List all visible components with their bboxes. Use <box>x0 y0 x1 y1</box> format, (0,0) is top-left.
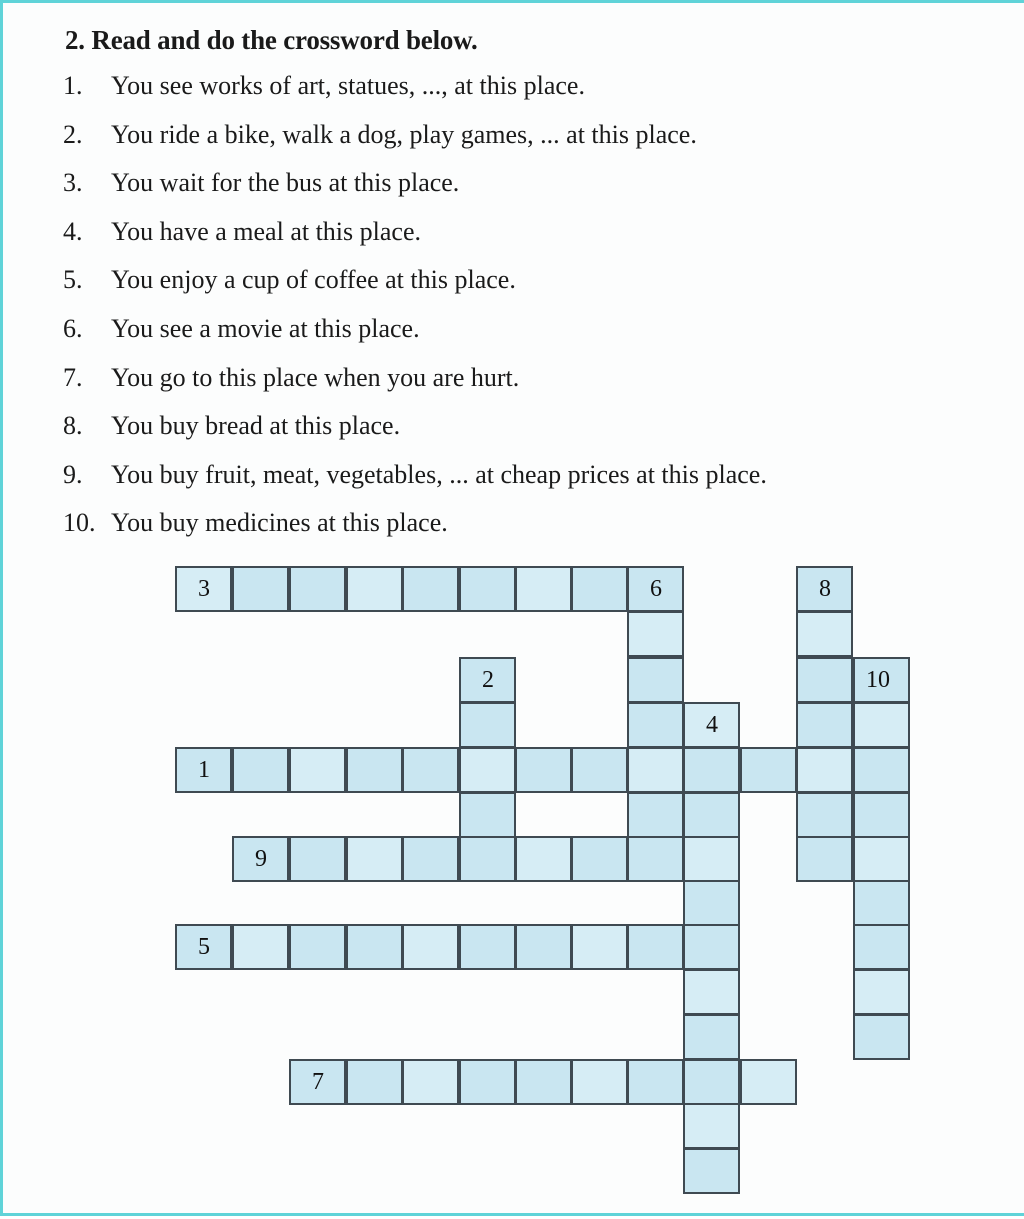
crossword-cell[interactable] <box>853 969 910 1015</box>
crossword-cell[interactable] <box>683 702 740 748</box>
crossword-cell[interactable] <box>627 792 684 838</box>
crossword-cell[interactable] <box>683 880 740 926</box>
crossword-cell[interactable] <box>796 702 853 748</box>
clue-text: You buy bread at this place. <box>111 411 401 441</box>
clue-number: 1. <box>63 71 83 100</box>
crossword-clue-number: 1 <box>198 757 210 783</box>
crossword-cell[interactable] <box>627 924 684 970</box>
crossword-cell[interactable] <box>346 924 403 970</box>
crossword-cell[interactable] <box>175 566 232 612</box>
crossword-cell[interactable] <box>571 566 628 612</box>
crossword-cell[interactable] <box>459 702 516 748</box>
crossword-cell[interactable] <box>515 924 572 970</box>
crossword-cell[interactable] <box>289 1059 346 1105</box>
crossword-cell[interactable] <box>232 924 289 970</box>
crossword-cell[interactable] <box>683 792 740 838</box>
crossword-cell[interactable] <box>175 924 232 970</box>
crossword-cell[interactable] <box>459 924 516 970</box>
crossword-cell[interactable] <box>683 969 740 1015</box>
crossword-cell[interactable] <box>515 747 572 793</box>
crossword-cell[interactable] <box>289 566 346 612</box>
crossword-cell[interactable] <box>346 747 403 793</box>
crossword-cell[interactable] <box>459 836 516 882</box>
crossword-clue-number: 7 <box>312 1069 324 1095</box>
crossword-cell[interactable] <box>571 836 628 882</box>
crossword-cell[interactable] <box>459 792 516 838</box>
crossword-cell[interactable] <box>740 747 797 793</box>
crossword-cell[interactable] <box>683 836 740 882</box>
clue-text: You enjoy a cup of coffee at this place. <box>111 265 516 295</box>
crossword-cell[interactable] <box>853 702 910 748</box>
crossword-grid <box>3 3 1024 1219</box>
crossword-clue-number: 10 <box>866 667 890 693</box>
crossword-cell[interactable] <box>402 566 459 612</box>
crossword-cell[interactable] <box>346 1059 403 1105</box>
crossword-cell[interactable] <box>853 924 910 970</box>
crossword-clue-number: 4 <box>706 712 718 738</box>
crossword-clue-number: 9 <box>255 846 267 872</box>
clue-number: 10. <box>63 508 96 538</box>
clue-text: You ride a bike, walk a dog, play games, ... at this place. <box>111 119 697 149</box>
clue-text: You buy medicines at this place. <box>111 508 448 538</box>
crossword-cell[interactable] <box>289 836 346 882</box>
crossword-cell[interactable] <box>627 566 684 612</box>
crossword-cell[interactable] <box>571 1059 628 1105</box>
crossword-cell[interactable] <box>232 836 289 882</box>
clue-number: 7. <box>63 362 83 392</box>
clue-text: You see works of art, statues, ..., at this place. <box>111 71 585 100</box>
crossword-cell[interactable] <box>627 747 684 793</box>
crossword-clue-number: 3 <box>198 576 210 602</box>
crossword-cell[interactable] <box>459 747 516 793</box>
crossword-cell[interactable] <box>459 566 516 612</box>
crossword-clue-number: 6 <box>650 576 662 602</box>
crossword-cell[interactable] <box>289 747 346 793</box>
crossword-cell[interactable] <box>232 566 289 612</box>
crossword-cell[interactable] <box>796 611 853 657</box>
crossword-clue-number: 5 <box>198 934 210 960</box>
clue-number: 3. <box>63 168 83 198</box>
crossword-cell[interactable] <box>796 836 853 882</box>
crossword-cell[interactable] <box>683 747 740 793</box>
exercise-heading: 2. Read and do the crossword below. <box>65 25 478 55</box>
crossword-cell[interactable] <box>796 792 853 838</box>
crossword-cell[interactable] <box>402 1059 459 1105</box>
crossword-cell[interactable] <box>683 1148 740 1194</box>
crossword-cell[interactable] <box>796 747 853 793</box>
crossword-cell[interactable] <box>796 657 853 703</box>
clue-number: 9. <box>63 459 83 489</box>
crossword-cell[interactable] <box>683 1059 740 1105</box>
crossword-cell[interactable] <box>459 1059 516 1105</box>
crossword-clue-number: 2 <box>482 667 494 693</box>
crossword-cell[interactable] <box>402 836 459 882</box>
crossword-cell[interactable] <box>740 1059 797 1105</box>
crossword-cell[interactable] <box>627 702 684 748</box>
clue-number: 4. <box>63 216 83 246</box>
clue-number: 2. <box>63 119 83 149</box>
crossword-cell[interactable] <box>515 836 572 882</box>
crossword-cell[interactable] <box>571 924 628 970</box>
clue-text: You wait for the bus at this place. <box>111 168 460 198</box>
crossword-cell[interactable] <box>459 657 516 703</box>
crossword-cell[interactable] <box>175 747 232 793</box>
crossword-cell[interactable] <box>515 1059 572 1105</box>
crossword-cell[interactable] <box>346 566 403 612</box>
clue-text: You buy fruit, meat, vegetables, ... at cheap prices at this place. <box>111 459 767 489</box>
clue-text: You have a meal at this place. <box>111 216 421 246</box>
crossword-cell[interactable] <box>289 924 346 970</box>
crossword-cell[interactable] <box>683 1103 740 1149</box>
crossword-cell[interactable] <box>853 747 910 793</box>
crossword-cell[interactable] <box>402 747 459 793</box>
crossword-cell[interactable] <box>571 747 628 793</box>
crossword-cell[interactable] <box>683 924 740 970</box>
crossword-cell[interactable] <box>853 657 910 703</box>
crossword-cell[interactable] <box>853 836 910 882</box>
clue-number: 8. <box>63 411 83 441</box>
clue-text: You see a movie at this place. <box>111 313 420 343</box>
clue-number: 6. <box>63 313 83 343</box>
crossword-cell[interactable] <box>627 1059 684 1105</box>
clue-number: 5. <box>63 265 83 295</box>
crossword-cell[interactable] <box>796 566 853 612</box>
crossword-cell[interactable] <box>515 566 572 612</box>
crossword-cell[interactable] <box>627 611 684 657</box>
crossword-cell[interactable] <box>627 836 684 882</box>
crossword-clue-number: 8 <box>819 576 831 602</box>
crossword-cell[interactable] <box>346 836 403 882</box>
crossword-cell[interactable] <box>402 924 459 970</box>
clue-text: You go to this place when you are hurt. <box>111 362 520 392</box>
crossword-cell[interactable] <box>627 657 684 703</box>
crossword-cell[interactable] <box>683 1014 740 1060</box>
crossword-cell[interactable] <box>853 1014 910 1060</box>
crossword-cell[interactable] <box>853 792 910 838</box>
crossword-cell[interactable] <box>232 747 289 793</box>
crossword-cell[interactable] <box>853 880 910 926</box>
